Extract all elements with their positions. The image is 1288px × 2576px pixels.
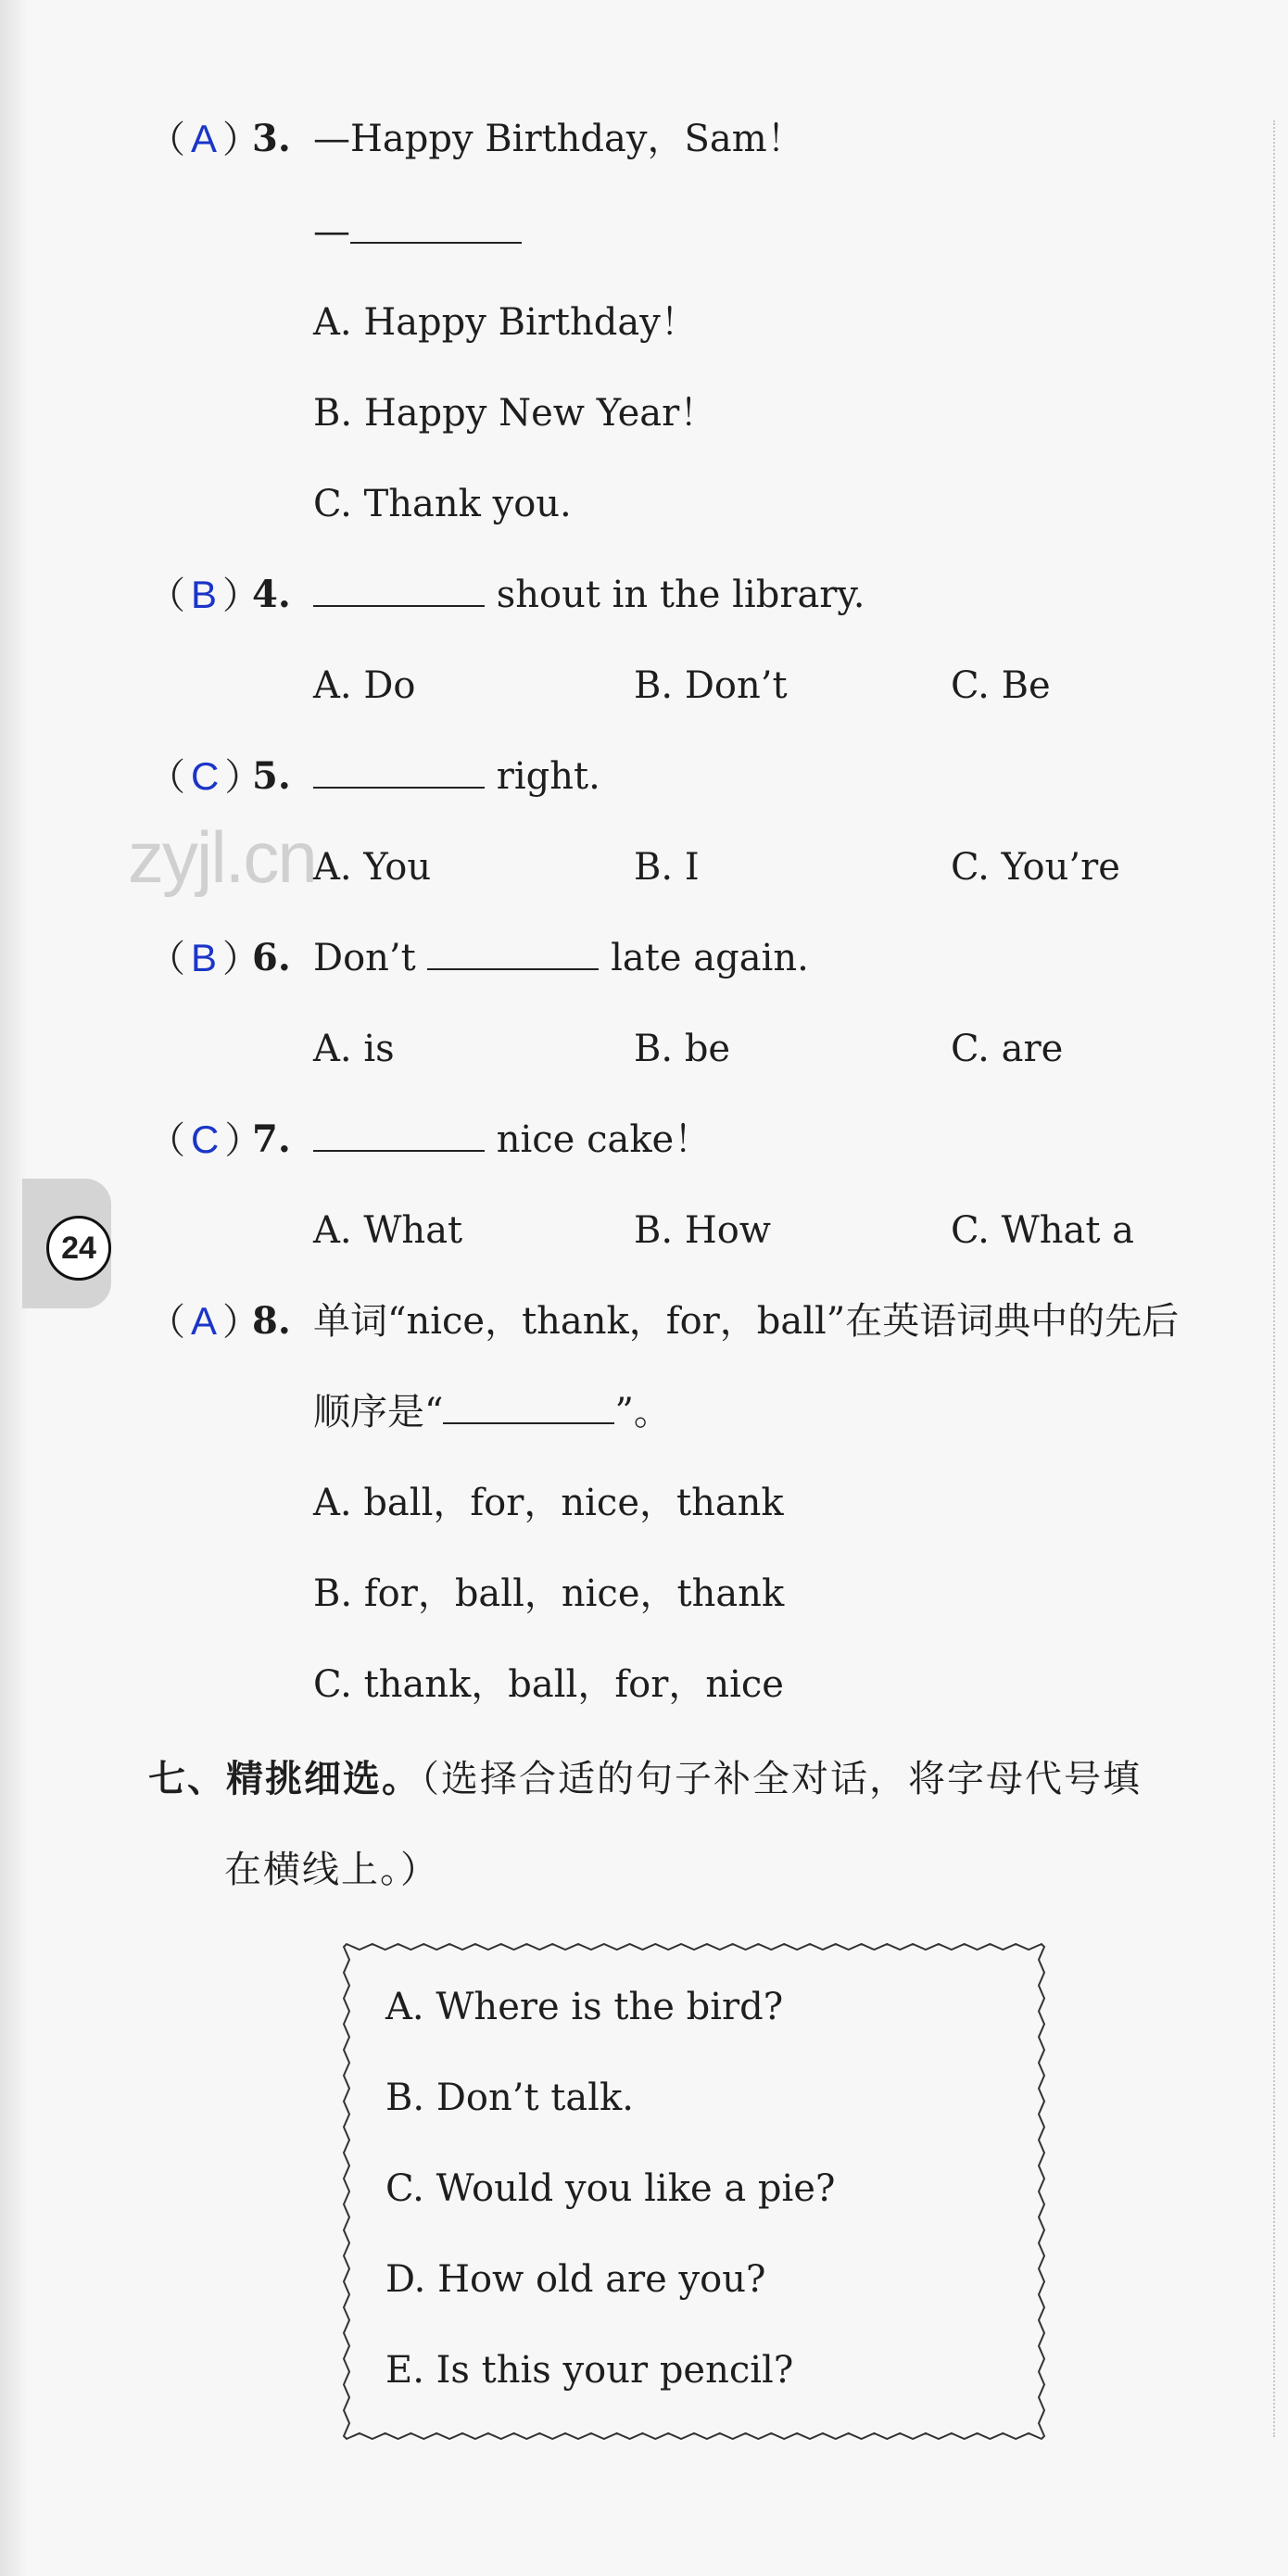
answer-blank — [427, 933, 599, 970]
answer-5: （ C ） — [148, 754, 262, 799]
answer-3: （ A ） — [148, 117, 260, 161]
answer-blank — [313, 1115, 485, 1152]
q7-option-b: B. How — [634, 1209, 772, 1252]
q5-option-a: A. You — [313, 846, 432, 889]
question-number-5: 5. — [252, 754, 291, 798]
question-7-stem: nice cake！ — [313, 1114, 711, 1166]
q8-option-c: C. thank，ball，for，nice — [313, 1663, 784, 1706]
q6-option-c: C. are — [951, 1028, 1064, 1070]
question-8-stem-line2: 顺序是“ ”。 — [313, 1386, 671, 1438]
answer-4: （ B ） — [148, 573, 260, 617]
question-3-stem: —Happy Birthday，Sam！ — [313, 118, 804, 160]
answer-blank — [313, 570, 485, 607]
answer-7: （ C ） — [148, 1118, 262, 1162]
question-number-7: 7. — [252, 1118, 291, 1161]
answer-blank — [443, 1387, 614, 1424]
choice-a: A. Where is the bird? — [385, 1986, 784, 2028]
q6-option-a: A. is — [313, 1028, 395, 1070]
q5-option-c: C. You’re — [951, 846, 1120, 889]
question-number-3: 3. — [252, 117, 291, 160]
choice-c: C. Would you like a pie? — [385, 2167, 836, 2210]
q7-option-c: C. What a — [951, 1209, 1134, 1252]
question-8-stem-line1: 单词“nice，thank，for，ball”在英语词典中的先后 — [313, 1300, 1180, 1343]
watermark: zyjl.cn — [128, 816, 316, 898]
question-number-6: 6. — [252, 936, 291, 979]
q6-option-b: B. be — [634, 1028, 731, 1070]
q4-option-a: A. Do — [313, 664, 416, 707]
q8-option-b: B. for，ball，nice，thank — [313, 1572, 785, 1615]
page-number: 24 — [46, 1216, 111, 1281]
question-number-8: 8. — [252, 1299, 291, 1343]
q3-option-c: C. Thank you. — [313, 483, 572, 525]
choice-d: D. How old are you? — [385, 2258, 766, 2301]
q3-option-b: B. Happy New Year！ — [313, 392, 717, 435]
q4-option-c: C. Be — [951, 664, 1051, 707]
section-instruction-line2: 在横线上。） — [224, 1849, 439, 1891]
q8-option-a: A. ball，for，nice，thank — [313, 1482, 784, 1524]
q7-option-a: A. What — [313, 1209, 463, 1252]
q3-option-a: A. Happy Birthday！ — [313, 301, 698, 344]
answer-blank — [313, 751, 485, 789]
answer-8: （ A ） — [148, 1299, 260, 1344]
q4-option-b: B. Don’t — [634, 664, 788, 707]
section-heading: 七、精挑细选。（选择合适的句子补全对话，将字母代号填 — [148, 1757, 1142, 1800]
question-3-reply: — — [313, 206, 522, 258]
answer-blank — [350, 207, 522, 244]
question-6-stem: Don’t late again. — [313, 932, 809, 984]
question-5-stem: right. — [313, 751, 600, 802]
question-number-4: 4. — [252, 573, 291, 616]
choice-e: E. Is this your pencil? — [385, 2349, 794, 2392]
choice-b: B. Don’t talk. — [385, 2077, 634, 2119]
page-right-edge — [1273, 120, 1288, 2437]
q5-option-b: B. I — [634, 846, 700, 889]
question-4-stem: shout in the library. — [313, 569, 865, 621]
answer-6: （ B ） — [148, 936, 260, 980]
